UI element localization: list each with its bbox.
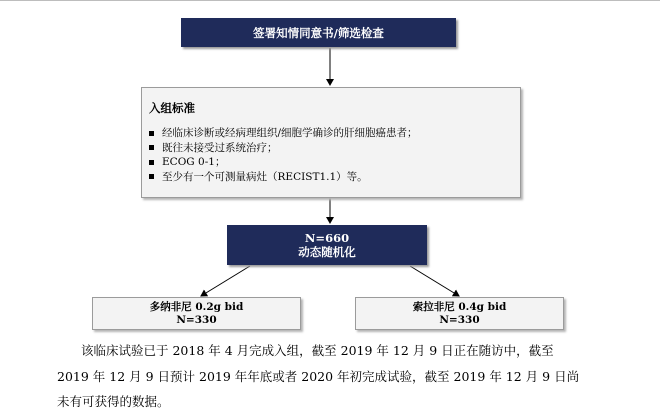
criteria-item	[149, 126, 418, 141]
arm-donafenib-box	[92, 297, 301, 330]
criteria-item-text: 至少有一个可测量病灶（RECIST1.1）等。	[162, 170, 368, 183]
arm-sorafenib-n: N=330	[439, 313, 480, 326]
paragraph-line: 该临床试验已于 2018 年 4 月完成入组，截至 2019 年 12 月 9 日正在随访中，截至	[81, 343, 554, 358]
criteria-item	[149, 155, 418, 170]
arm-donafenib-drug: 多纳非尼 0.2g bid	[149, 300, 244, 313]
square-bullet-icon	[149, 160, 154, 165]
arrow-random-to-right-arm	[410, 266, 459, 296]
inclusion-criteria-box	[141, 87, 521, 198]
square-bullet-icon	[149, 145, 154, 150]
criteria-item	[149, 141, 418, 156]
criteria-item-text: ECOG 0-1；	[162, 156, 226, 168]
criteria-item-text: 既往未接受过系统治疗；	[162, 141, 278, 154]
randomization-n: N=660	[304, 231, 350, 245]
arm-sorafenib-drug: 索拉非尼 0.4g bid	[412, 300, 507, 313]
criteria-item	[149, 170, 418, 185]
arm-sorafenib-box	[355, 297, 564, 330]
criteria-item-text: 经临床诊断或经病理组织/细胞学确诊的肝细胞癌患者；	[162, 127, 418, 139]
randomization-box	[227, 225, 427, 265]
randomization-label: 动态随机化	[298, 245, 356, 259]
arrow-random-to-left-arm	[201, 266, 250, 296]
inclusion-criteria-title: 入组标准	[149, 101, 195, 115]
inclusion-criteria-list	[149, 126, 418, 184]
paragraph-line: 未有可获得的数据。	[57, 394, 170, 409]
paragraph-line: 2019 年 12 月 9 日预计 2019 年年底或者 2020 年初完成试验，截至 2019 年 12 月 9 日尚	[57, 368, 580, 384]
consent-screening-label: 签署知情同意书/筛选检查	[253, 25, 384, 40]
square-bullet-icon	[149, 131, 154, 136]
trial-status-paragraph	[57, 338, 617, 415]
arm-donafenib-n: N=330	[176, 313, 217, 326]
square-bullet-icon	[149, 174, 154, 179]
consent-screening-box	[181, 18, 456, 47]
